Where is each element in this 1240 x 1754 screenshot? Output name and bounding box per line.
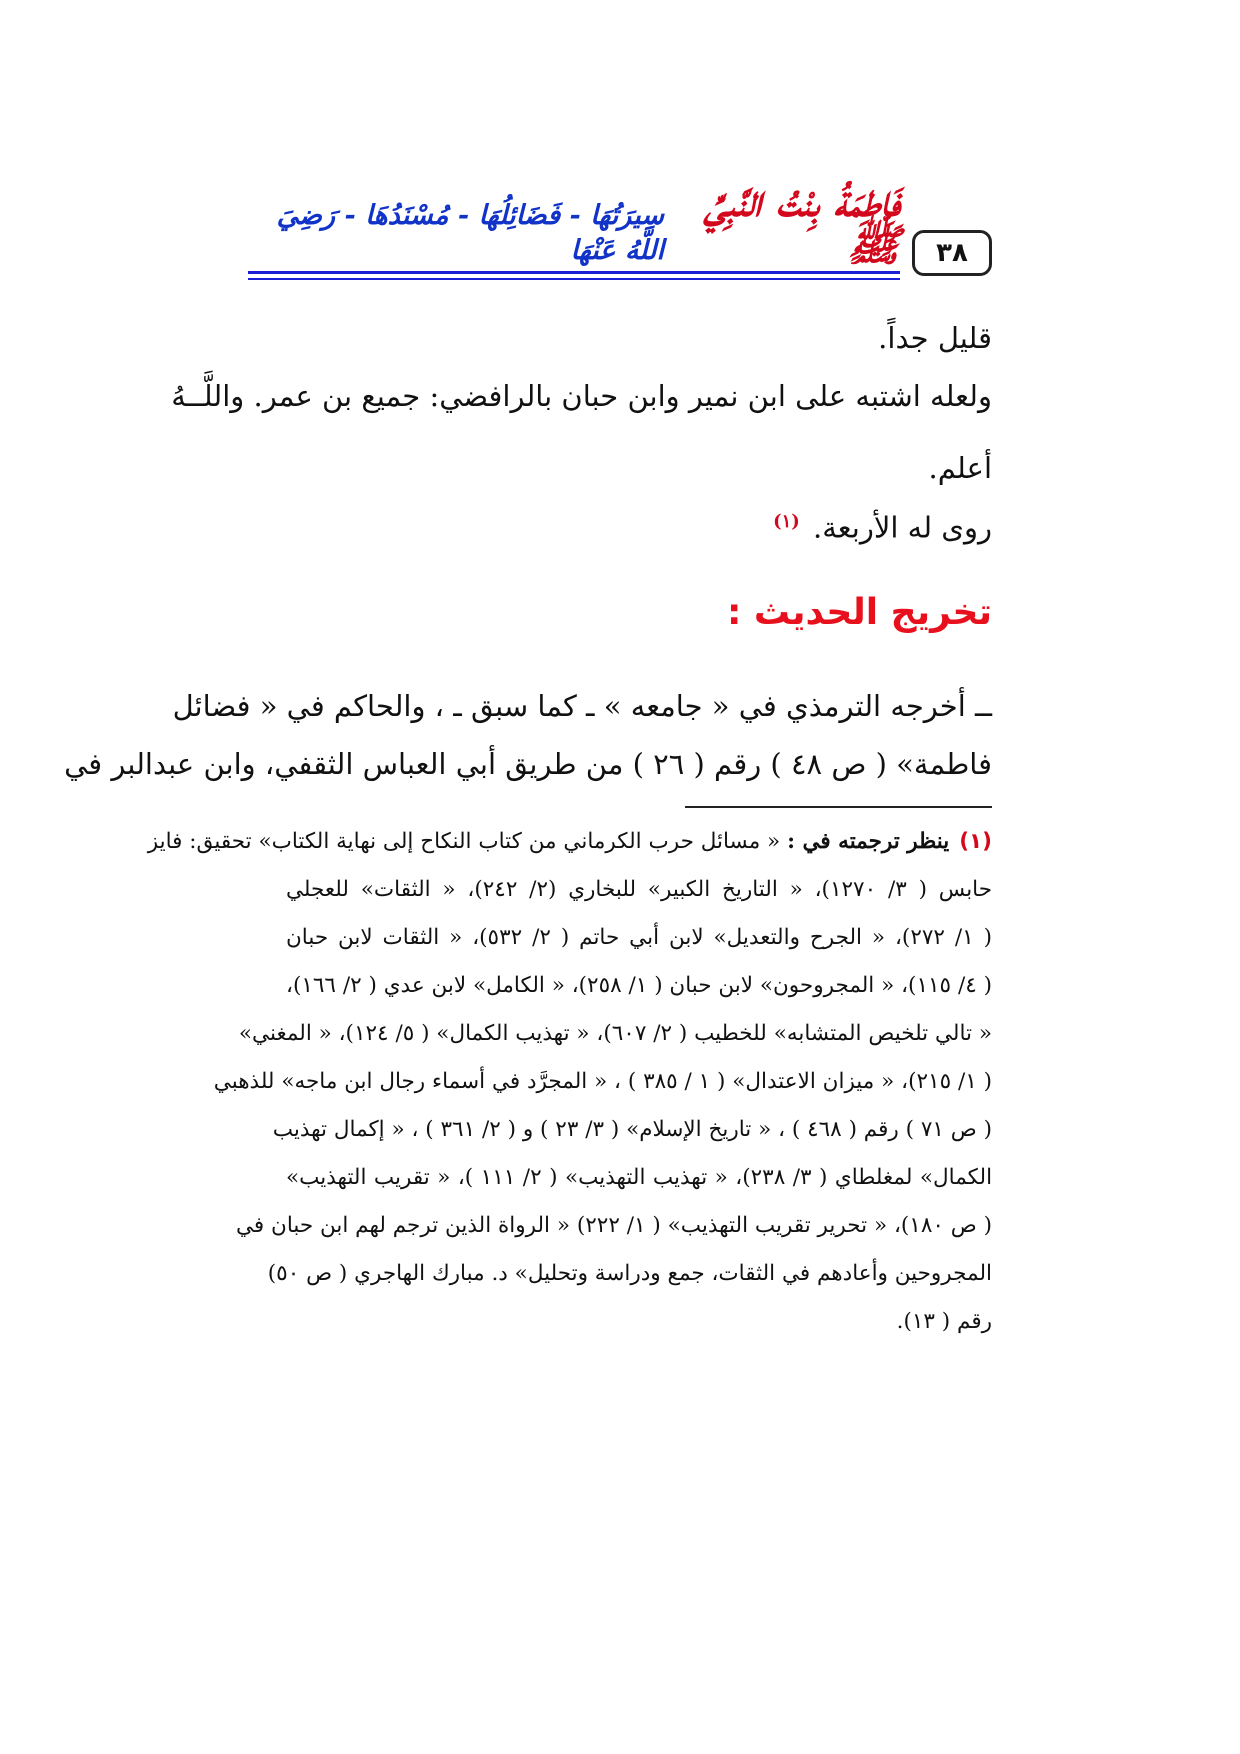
body-line-5: ــ أخرجه الترمذي في « جامعه » ـ كما سبق ـ ، والحاكم في « فضائل <box>172 689 992 723</box>
header-rule-thin <box>248 278 900 280</box>
running-header <box>248 176 900 271</box>
footnote-line-9: ( ص ١٨٠)، « تحرير تقريب التهذيب» ( ١/ ٢٢٢) « الرواة الذين ترجم لهم ابن حبان في <box>236 1213 992 1238</box>
footnote-reference[interactable]: (١) <box>773 511 800 532</box>
footnote-number: (١) <box>959 829 992 854</box>
body-line-4 <box>248 500 992 550</box>
body-line-2: ولعله اشتبه على ابن نمير وابن حبان بالرافضي: جميع بن عمر. واللَّــهُ <box>171 379 992 413</box>
footnote-separator <box>685 806 992 808</box>
footnote-text: « مسائل حرب الكرماني من كتاب النكاح إلى نهاية الكتاب» تحقيق: فايز <box>147 829 781 854</box>
footnote-line-4: ( ٤/ ١١٥)، « المجروحون» لابن حبان ( ١/ ٢٥٨)، « الكامل» لابن عدي ( ٢/ ١٦٦)، <box>286 973 992 998</box>
page-number: ٣٨ <box>912 230 992 276</box>
header-title-main: فَاطِمَةُ بِنْتُ النَّبِيِّ ﷺ <box>704 176 900 271</box>
body-line-6: فاطمة» ( ص ٤٨ ) رقم ( ٢٦ ) من طريق أبي العباس الثقفي، وابن عبدالبر في <box>64 747 992 781</box>
footnote-line-2: حابس ( ٣/ ١٢٧٠)، « التاريخ الكبير» للبخاري (٢/ ٢٤٢)، « الثقات» للعجلي <box>286 877 993 902</box>
footnote-line-5: « تالي تلخيص المتشابه» للخطيب ( ٢/ ٦٠٧)، « تهذيب الكمال» ( ٥/ ١٢٤)، « المغني» <box>238 1021 992 1046</box>
footnote-line-7: ( ص ٧١ ) رقم ( ٤٦٨ ) ، « تاريخ الإسلام» ( ٣/ ٢٣ ) و ( ٢/ ٣٦١ ) ، « إكمال تهذيب <box>272 1117 992 1142</box>
body-line-3: أعلم. <box>928 451 992 485</box>
footnote-line-11: رقم ( ١٣). <box>896 1309 992 1334</box>
header-title-sub: سِيرَتُهَا - فَضَائِلُهَا - مُسْنَدُهَا - رَضِيَ اللَّهُ عَنْهَا <box>276 199 664 266</box>
footnote-line-6: ( ١/ ٢١٥)، « ميزان الاعتدال» ( ١ / ٣٨٥ ) ، « المجرَّد في أسماء رجال ابن ماجه» للذهبي <box>213 1069 992 1094</box>
body-line-4-text: روى له الأربعة. <box>813 510 992 545</box>
section-heading: تخريج الحديث : <box>726 592 992 633</box>
footnote-line-3: ( ١/ ٢٧٢)، « الجرح والتعديل» لابن أبي حاتم ( ٢/ ٥٣٢)، « الثقات لابن حبان <box>286 925 993 950</box>
body-line-1: قليل جداً. <box>878 321 992 355</box>
footnote-line-8: الكمال» لمغلطاي ( ٣/ ٢٣٨)، « تهذيب التهذيب» ( ٢/ ١١١ )، « تقريب التهذيب» <box>286 1165 993 1190</box>
header-rule-thick <box>248 271 900 274</box>
footnote-line-10: المجروحين وأعادهم في الثقات، جمع ودراسة وتحليل» د. مبارك الهاجري ( ص ٥٠) <box>267 1261 992 1286</box>
footnote-lead: ينظر ترجمته في : <box>787 829 950 854</box>
footnote-line-1 <box>147 826 992 858</box>
